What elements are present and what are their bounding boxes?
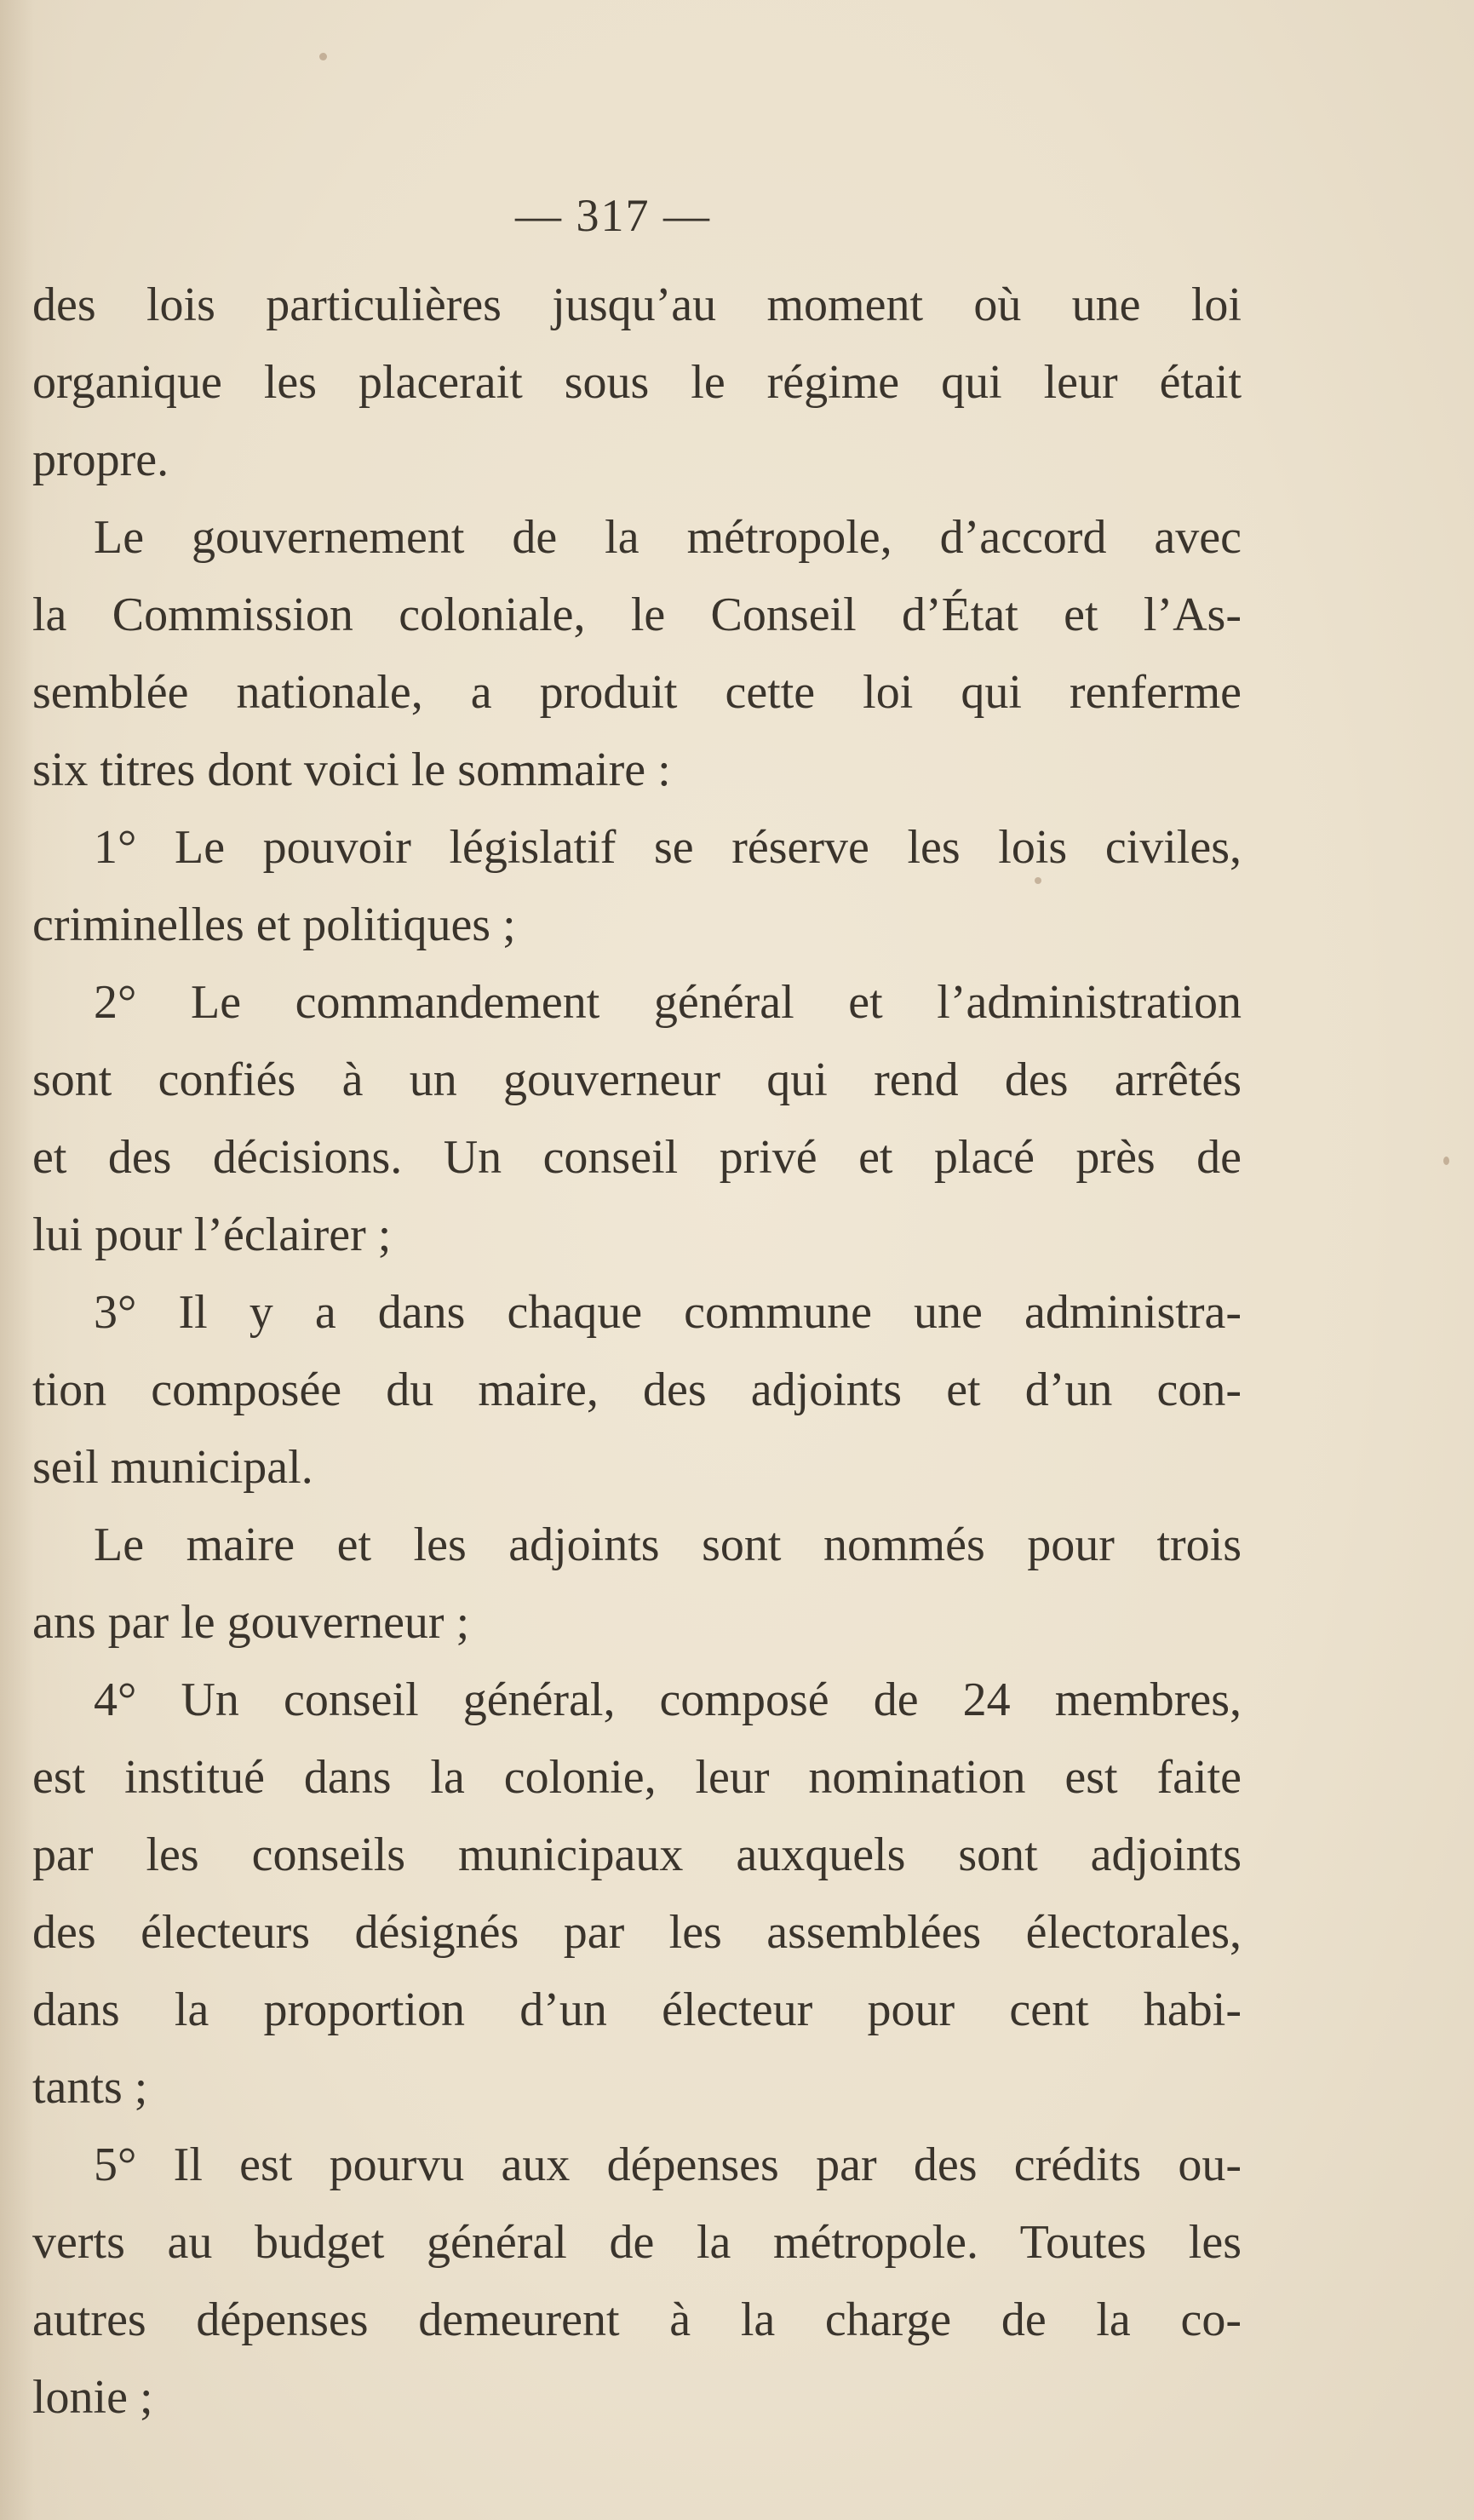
text-line: ans par le gouverneur ;: [32, 1596, 470, 1649]
text-line: lui pour l’éclairer ;: [32, 1208, 392, 1261]
text-line: verts au budget général de la métropole. Toutes les: [32, 2216, 1242, 2269]
text-line: 2° Le commandement général et l’administration: [94, 976, 1242, 1029]
text-line: la Commission coloniale, le Conseil d’État et l’As-: [32, 588, 1242, 641]
text-line: Le gouvernement de la métropole, d’accord avec: [94, 511, 1242, 564]
text-line: sont confiés à un gouverneur qui rend des arrêtés: [32, 1053, 1242, 1106]
foxing-spot: [1443, 1157, 1449, 1165]
text-line: six titres dont voici le sommaire :: [32, 743, 671, 796]
text-line: 1° Le pouvoir législatif se réserve les lois civiles,: [94, 821, 1242, 874]
text-line: et des décisions. Un conseil privé et placé près de: [32, 1131, 1242, 1184]
text-line: semblée nationale, a produit cette loi qui renferme: [32, 666, 1242, 719]
text-line: lonie ;: [32, 2371, 153, 2424]
text-line: 5° Il est pourvu aux dépenses par des crédits ou-: [94, 2138, 1242, 2191]
text-line: autres dépenses demeurent à la charge de la co-: [32, 2293, 1242, 2346]
text-line: Le maire et les adjoints sont nommés pour trois: [94, 1518, 1242, 1571]
text-line: organique les placerait sous le régime qui leur était: [32, 356, 1242, 409]
text-line: 3° Il y a dans chaque commune une administra-: [94, 1286, 1242, 1339]
text-line: dans la proportion d’un électeur pour cent habi-: [32, 1983, 1242, 2036]
foxing-spot: [319, 53, 327, 60]
page-number: — 317 —: [515, 190, 711, 241]
text-line: 4° Un conseil général, composé de 24 membres,: [94, 1673, 1242, 1726]
text-line: seil municipal.: [32, 1441, 313, 1494]
text-line: des lois particulières jusqu’au moment où une loi: [32, 278, 1242, 331]
text-line: des électeurs désignés par les assemblées électorales,: [32, 1906, 1242, 1959]
text-line: tion composée du maire, des adjoints et d’un con-: [32, 1363, 1242, 1416]
text-line: tants ;: [32, 2061, 148, 2114]
text-line: est institué dans la colonie, leur nomination est faite: [32, 1751, 1242, 1804]
text-line: par les conseils municipaux auxquels sont adjoints: [32, 1828, 1242, 1881]
text-line: criminelles et politiques ;: [32, 898, 516, 951]
text-line: propre.: [32, 433, 169, 486]
